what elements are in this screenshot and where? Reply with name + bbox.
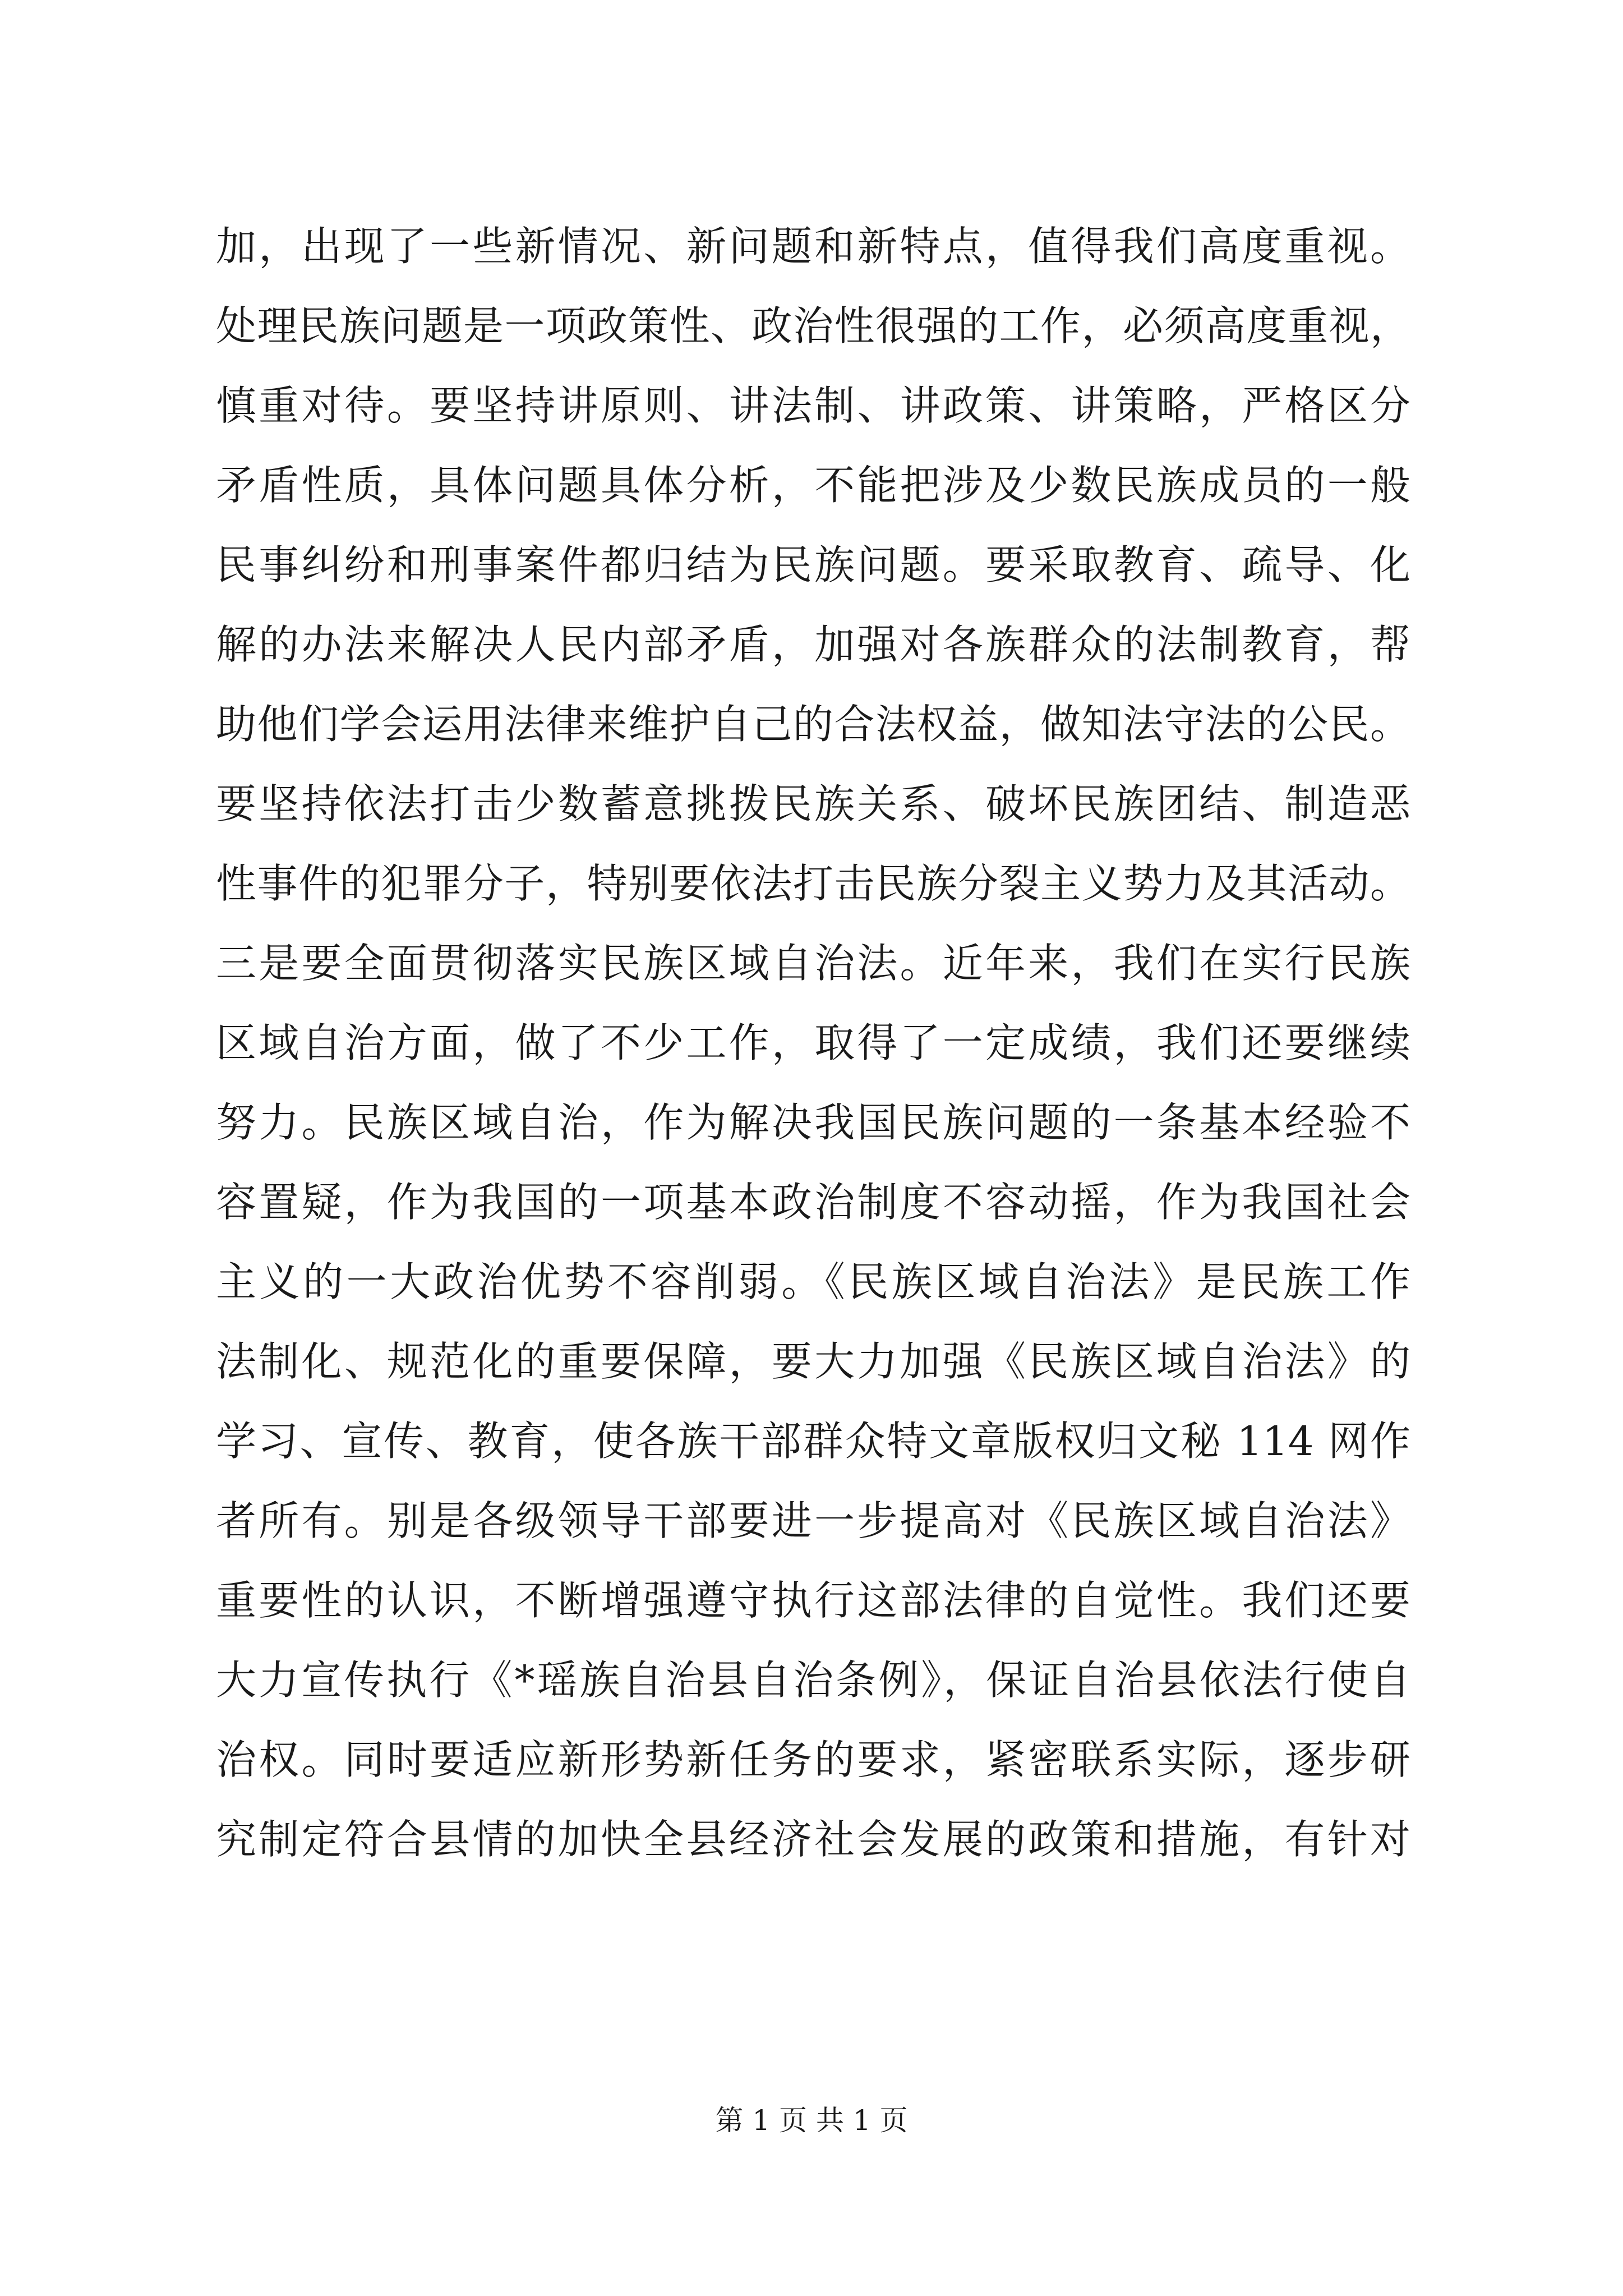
document-body bbox=[216, 206, 1410, 1879]
text-line: 重要性的认识，不断增强遵守执行这部法律的自觉性。我们还要 bbox=[216, 1577, 1410, 1624]
text-line: 加，出现了一些新情况、新问题和新特点，值得我们高度重视。 bbox=[216, 223, 1410, 270]
text-line: 要坚持依法打击少数蓄意挑拨民族关系、破坏民族团结、制造恶 bbox=[216, 780, 1410, 827]
text-line: 治权。同时要适应新形势新任务的要求，紧密联系实际，逐步研 bbox=[216, 1736, 1410, 1783]
text-line: 性事件的犯罪分子，特别要依法打击民族分裂主义势力及其活动。 bbox=[216, 860, 1410, 907]
text-line: 究制定符合县情的加快全县经济社会发展的政策和措施，有针对 bbox=[216, 1816, 1410, 1863]
text-line: 大力宣传执行《*瑶族自治县自治条例》，保证自治县依法行使自 bbox=[216, 1657, 1410, 1704]
text-line: 主义的一大政治优势不容削弱。《民族区域自治法》是民族工作 bbox=[216, 1258, 1410, 1305]
text-line: 矛盾性质，具体问题具体分析，不能把涉及少数民族成员的一般 bbox=[216, 462, 1410, 509]
text-line: 容置疑，作为我国的一项基本政治制度不容动摇，作为我国社会 bbox=[216, 1179, 1410, 1226]
text-line: 法制化、规范化的重要保障，要大力加强《民族区域自治法》的 bbox=[216, 1338, 1410, 1385]
text-line: 处理民族问题是一项政策性、政治性很强的工作，必须高度重视， bbox=[216, 302, 1410, 349]
text-line: 三是要全面贯彻落实民族区域自治法。近年来，我们在实行民族 bbox=[216, 940, 1410, 987]
text-line: 解的办法来解决人民内部矛盾，加强对各族群众的法制教育，帮 bbox=[216, 621, 1410, 668]
text-line: 学习、宣传、教育，使各族干部群众特文章版权归文秘 114 网作 bbox=[216, 1418, 1410, 1465]
text-line: 民事纠纷和刑事案件都归结为民族问题。要采取教育、疏导、化 bbox=[216, 541, 1410, 588]
text-line: 区域自治方面，做了不少工作，取得了一定成绩，我们还要继续 bbox=[216, 1019, 1410, 1066]
text-line: 努力。民族区域自治，作为解决我国民族问题的一条基本经验不 bbox=[216, 1099, 1410, 1146]
page-number-footer: 第 1 页 共 1 页 bbox=[715, 2104, 908, 2137]
text-line: 者所有。别是各级领导干部要进一步提高对《民族区域自治法》 bbox=[216, 1497, 1410, 1544]
text-line: 助他们学会运用法律来维护自己的合法权益，做知法守法的公民。 bbox=[216, 701, 1410, 748]
text-line: 慎重对待。要坚持讲原则、讲法制、讲政策、讲策略，严格区分 bbox=[216, 382, 1410, 429]
